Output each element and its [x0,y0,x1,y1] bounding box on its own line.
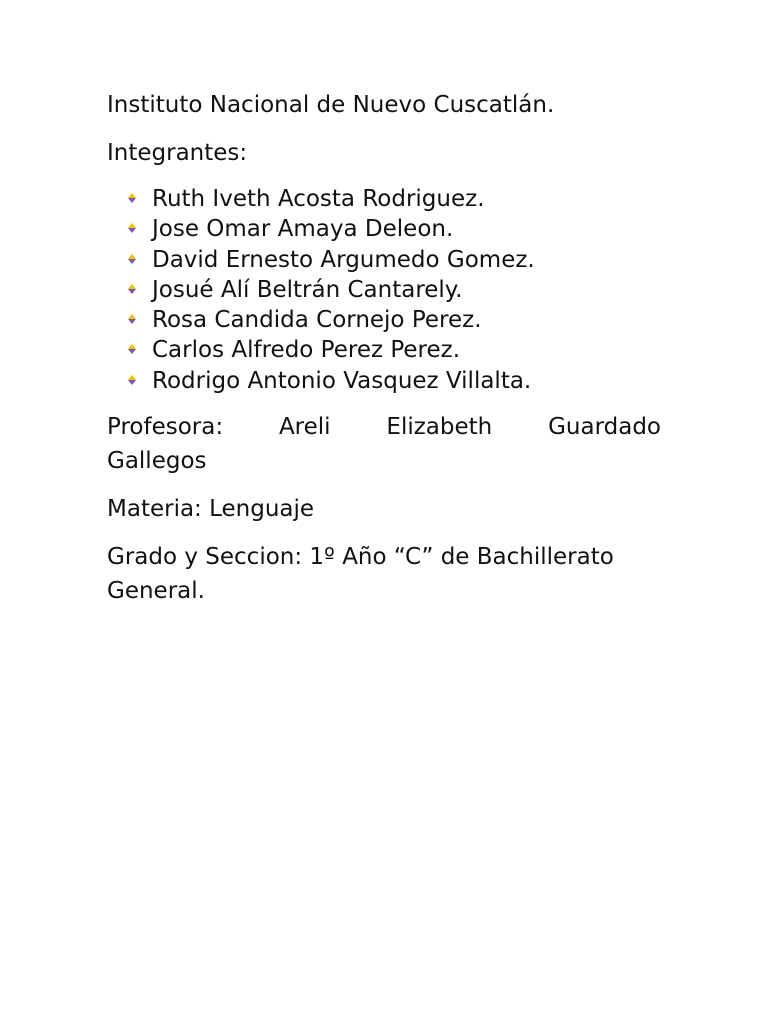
list-item [107,335,661,365]
list-item [107,366,661,396]
member-name: Rodrigo Antonio Vasquez Villalta. [152,367,532,394]
teacher-surname: Guardado [548,414,661,441]
list-item [107,214,661,244]
list-item [107,275,661,305]
member-name: Rosa Candida Cornejo Perez. [152,307,482,334]
diamond-bullet-icon [127,222,137,234]
diamond-bullet-icon [127,253,137,265]
grade-paragraph [107,540,661,608]
teacher-line [107,410,661,444]
member-name: Josué Alí Beltrán Cantarely. [152,276,463,303]
list-item [107,305,661,335]
subject-line: Materia: Lenguaje [107,496,315,523]
member-name: David Ernesto Argumedo Gomez. [152,246,535,273]
grade-line: Grado y Seccion: 1º Año “C” de Bachillerato [107,544,614,571]
members-list [107,184,661,396]
list-item [107,184,661,214]
teacher-middle-name: Elizabeth [386,414,493,441]
teacher-second-surname: Gallegos [107,448,207,475]
diamond-bullet-icon [127,283,137,295]
member-name: Jose Omar Amaya Deleon. [152,216,454,243]
diamond-bullet-icon [127,313,137,325]
institution-name: Instituto Nacional de Nuevo Cuscatlán. [107,92,555,118]
document-page [107,88,661,622]
members-heading: Integrantes: [107,140,248,166]
member-name: Carlos Alfredo Perez Perez. [152,337,461,364]
grade-line-continuation: General. [107,578,205,605]
teacher-label: Profesora: [107,414,224,441]
diamond-bullet-icon [127,374,137,386]
teacher-paragraph [107,410,661,478]
diamond-bullet-icon [127,192,137,204]
member-name: Ruth Iveth Acosta Rodriguez. [152,186,485,212]
diamond-bullet-icon [127,343,137,355]
list-item [107,245,661,275]
teacher-first-name: Areli [278,414,331,441]
